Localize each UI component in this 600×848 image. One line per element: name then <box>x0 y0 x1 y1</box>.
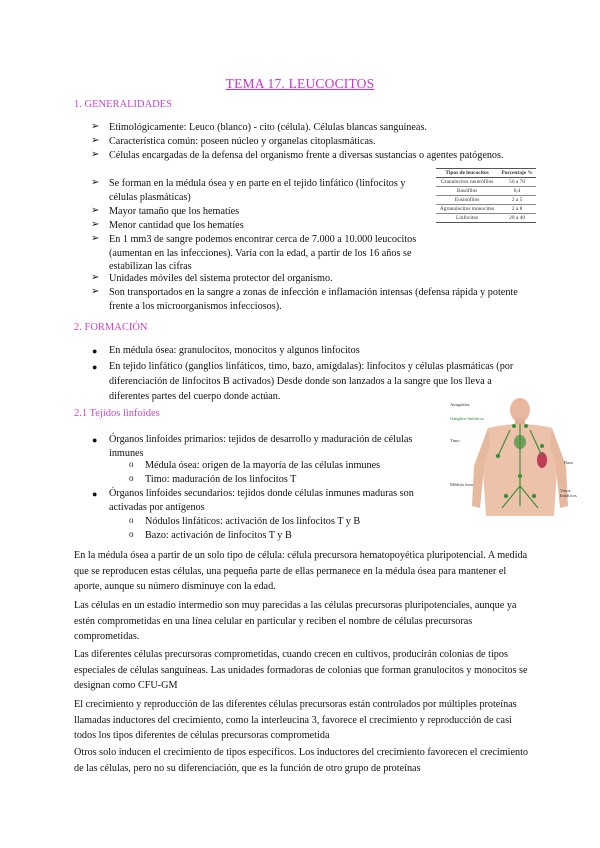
bullet-icon: ● <box>92 435 98 445</box>
table-cell: Agranulocitos monocitos <box>436 205 498 214</box>
sub-list-item: Médula ósea: origen de la mayoría de las células inmunes <box>145 460 381 471</box>
figure-label: Bazo <box>564 460 574 465</box>
lymph-node <box>540 444 544 448</box>
leukocyte-table <box>436 168 536 223</box>
arrow-bullet-icon: ➢ <box>91 121 100 132</box>
table-header: Tipos de leucocitos <box>436 169 498 178</box>
paragraph: Otros solo inducen el crecimiento de tipos específicos. Los inductores del crecimiento favorecen el crecimiento de las células, pero no su diferenciación, que es la función de otro grupo de proteínas <box>74 747 529 774</box>
paragraph: En la médula ósea a partir de un solo tipo de célula: célula precursora hematopoyética pluripotencial. A medida que se reproducen estas células, una pequeña parte de ellas permanece en la médula ósea para mantener el aporte, aunque su número disminuye con la edad. <box>74 550 528 592</box>
section-heading-generalidades: 1. GENERALIDADES <box>74 99 172 110</box>
sub-list-item: Bazo: activación de linfocitos T y B <box>145 530 292 541</box>
arrow-bullet-icon: ➢ <box>91 286 100 297</box>
sub-list-item: Timo: maduración de los linfocitos T <box>145 474 297 485</box>
lymph-node <box>518 474 522 478</box>
arrow-bullet-icon: ➢ <box>91 135 100 146</box>
list-item: Células encargadas de la defensa del organismo frente a diversas sustancias o agentes patógenos. <box>109 150 504 161</box>
list-item: Son transportados en la sangre a zonas de infección e inflamación intensas (defensa rápida y potente frente a los microorganismos infecciosos). <box>109 287 518 312</box>
arrow-bullet-icon: ➢ <box>91 149 100 160</box>
table-cell: Basófilos <box>436 187 498 196</box>
paragraph: Las diferentes células precursoras comprometidas, cuando crecen en cultivos, producirán colonias de tipos especiales de células sanguíneas. Las unidades formadoras de colonias que forman granulocitos y monocitos se designan como CFU-GM <box>74 649 528 691</box>
arrow-bullet-icon: ➢ <box>91 177 100 188</box>
table-cell: 0,4 <box>498 187 536 196</box>
table-cell: Granulocitos neutrófilos <box>436 178 498 187</box>
table-cell: 2 a 8 <box>498 205 536 214</box>
lymph-node <box>532 494 536 498</box>
table-cell: 50 a 70 <box>498 178 536 187</box>
lymphatic-system-figure <box>450 396 582 518</box>
figure-label: Médula ósea <box>450 482 473 487</box>
list-item: Menor cantidad que los hematíes <box>109 220 244 231</box>
figure-label: Vasos linfáticos <box>560 488 577 498</box>
list-item: Etimológicamente: Leuco (blanco) - cito (célula). Células blancas sanguíneas. <box>109 122 427 133</box>
figure-label: Amígdalas <box>450 402 470 407</box>
table-header: Porcentaje % <box>498 169 536 178</box>
sub-bullet-icon: o <box>129 529 134 539</box>
lymph-node <box>524 424 528 428</box>
paragraph: Las células en un estadio intermedio son muy parecidas a las células precursoras pluripotenciales, aunque ya estén comprometidas en una línea celular en particular y reciben el nombre de células precursoras comprometidas. <box>74 600 517 642</box>
torso-illustration <box>450 396 582 518</box>
arrow-bullet-icon: ➢ <box>91 219 100 230</box>
sub-bullet-icon: o <box>129 459 134 469</box>
leukocyte-table-wrapper <box>436 168 536 223</box>
sub-list-item: Nódulos linfáticos: activación de los linfocitos T y B <box>145 516 361 527</box>
lymph-node <box>496 454 500 458</box>
page-title: TEMA 17. LEUCOCITOS <box>225 76 375 91</box>
table-cell: Linfocitos <box>456 215 479 221</box>
section-heading-tejidos-linfoides: 2.1 Tejidos linfoides <box>74 408 160 419</box>
figure-label: Timo <box>450 438 460 443</box>
lymph-node <box>504 494 508 498</box>
section-heading-formacion: 2. FORMACIÓN <box>74 322 148 333</box>
sub-bullet-icon: o <box>129 473 134 483</box>
table-cell: 2 a 5 <box>498 196 536 205</box>
table-cell: Eosinófilos <box>436 196 498 205</box>
list-item: Mayor tamaño que los hematíes <box>109 206 240 217</box>
arrow-bullet-icon: ➢ <box>91 205 100 216</box>
arrow-bullet-icon: ➢ <box>91 233 100 244</box>
arrow-bullet-icon: ➢ <box>91 272 100 283</box>
list-item: Unidades móviles del sistema protector del organismo. <box>109 273 333 284</box>
list-item: En 1 mm3 de sangre podemos encontrar cerca de 7.000 a 10.000 leucocitos (aumentan en las infecciones). Varía con la edad, a partir de los 16 años se estabilizan las cifras <box>109 234 417 273</box>
spleen-shape <box>537 452 547 468</box>
list-item: Órganos linfoides secundarios: tejidos donde células inmunes maduras son activadas por antígenos <box>109 488 414 513</box>
table-cell: 20 a 40 <box>509 215 526 221</box>
list-item: Órganos linfoides primarios: tejidos de desarrollo y maduración de células inmunes <box>109 434 413 459</box>
lymph-node <box>512 424 516 428</box>
bullet-icon: ● <box>92 489 98 499</box>
paragraph: El crecimiento y reproducción de las diferentes células precursoras están controlados por múltiples proteínas llamadas inductores del crecimiento, como la interleucina 3, favorece el crecimiento y reproducción de casi todos los tipos diferentes de células precursoras comprometida <box>74 699 517 741</box>
list-item: En médula ósea: granulocitos, monocitos y algunos linfocitos <box>109 345 360 356</box>
bullet-icon: ● <box>92 362 98 372</box>
list-item: Se forman en la médula ósea y en parte en el tejido linfático (linfocitos y células plasmáticas) <box>109 178 406 203</box>
list-item: En tejido linfático (ganglios linfáticos, timo, bazo, amígdalas): linfocitos y células plasmáticas (por diferenciación de linfocitos B activados) Desde donde son lanzados a la sangre que los lleva a diferentes partes del cuerpo donde actúan. <box>109 361 514 403</box>
sub-bullet-icon: o <box>129 515 134 525</box>
bullet-icon: ● <box>92 346 98 356</box>
list-item: Característica común: poseen núcleo y organelas citoplasmáticas. <box>109 136 376 147</box>
figure-label: Ganglios linfáticos <box>450 416 485 421</box>
